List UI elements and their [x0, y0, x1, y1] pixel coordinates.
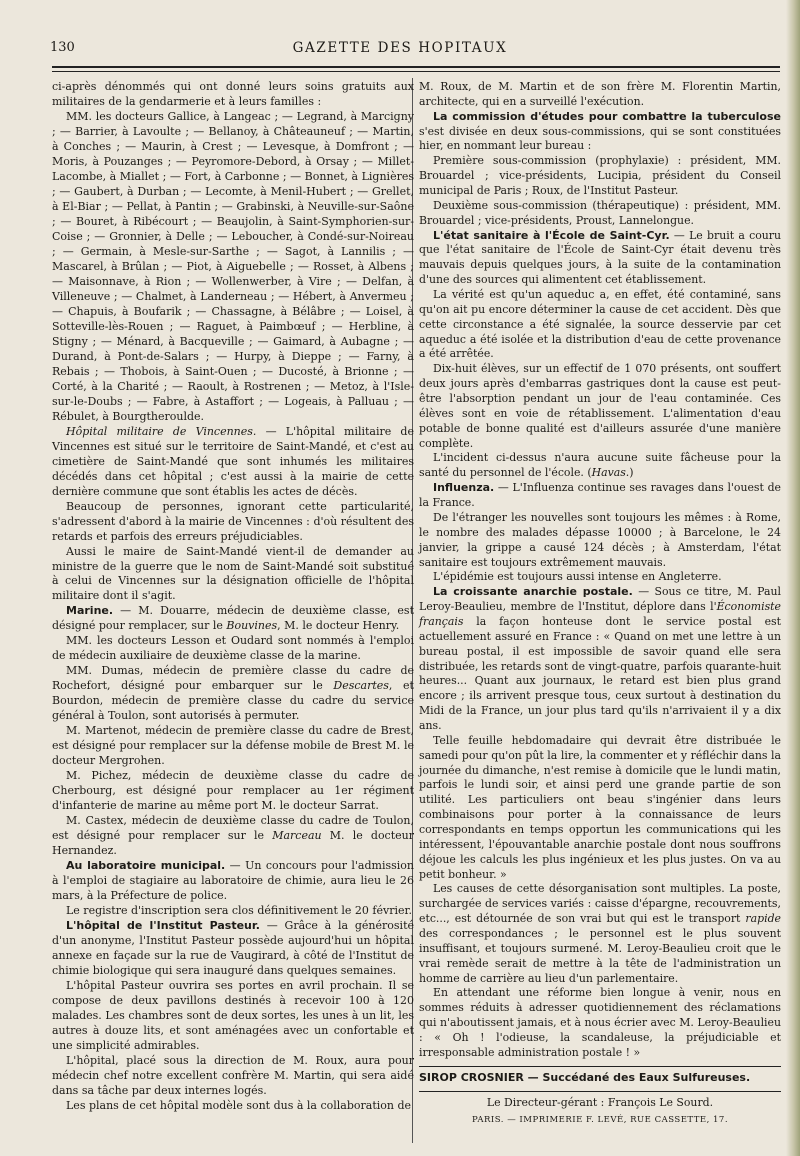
paragraph-influenza-2: De l'étranger les nouvelles sont toujours les mêmes : à Rome, le nombre des malades dépasse 10000 ; à Barcelone, le 24 janvier, la grippe a causé 124 décès ; à Amsterdam, l'état sanitaire est toujours extrêmement mauvais. — [419, 510, 781, 569]
header-rule-thick — [52, 66, 780, 68]
paragraph-marine-6: M. Castex, médecin de deuxième classe du cadre de Toulon, est désigné pour remplacer sur le Marceau M. le docteur Hernandez. — [52, 814, 414, 858]
page-edge — [786, 0, 800, 1156]
paragraph-marine-3: MM. Dumas, médecin de première classe du cadre de Rochefort, désigné pour embarquer sur le Descartes, et Bourdon, médecin de première classe du cadre du service général à Toulon, sont autorisés à permuter. — [52, 664, 414, 723]
paragraph-influenza: Influenza. — L'Influenza continue ses ravages dans l'ouest de la France. — [419, 481, 781, 510]
heading-pasteur: L'hôpital de l'Institut Pasteur. — [66, 919, 260, 933]
directeur-gerant: Le Directeur-gérant : François Le Sourd. — [486, 1095, 714, 1109]
paragraph-marine-4: M. Martenot, médecin de première classe du cadre de Brest, est désigné pour remplacer sur la défense mobile de Brest M. le docteur Mergrohen. — [52, 724, 414, 768]
heading-marine: Marine. — [66, 604, 114, 618]
paragraph-laboratoire: Au laboratoire municipal. — Un concours pour l'admission à l'emploi de stagiaire au laboratoire de chimie, aura lieu le 26 mars, à la Préfecture de police. — [52, 859, 414, 903]
paragraph-postale-4: En attendant une réforme bien longue à venir, nous en sommes réduits à adresser quotidiennement des réclamations qui n'aboutissent jamais, et à nous écrier avec M. Leroy-Beaulieu : « Oh ! l'odieuse, la scandaleuse, la préjudiciable et irresponsable administration postale ! » — [419, 986, 781, 1059]
paragraph-doctor-list: MM. les docteurs Gallice, à Langeac ; — Legrand, à Marcigny ; — Barrier, à Lavoulte ; — Bellanoy, à Châteauneuf ; — Martin, à Conches ; — Maurin, à Crest ; — Levesque, à Domfront ; — Moris, à Pouzanges ; — Peyromore-Debord, à Orsay ; — Millet-Lacombe, à Miallet ; — Fort, à Carbonne ; — Bonnet, à Lignières ; — Gaubert, à Durban ; — Lecomte, à Menil-Hubert ; — Grellet, à El-Biar ; — Pellat, à Pantin ; — Grabinski, à Neuville-sur-Saône ; — Bouret, à Ribécourt ; — Beaujolin, à Saint-Symphorien-sur-Coise ; — Gronnier, à Delle ; — Leboucher, à Condé-sur-Noireau ; — Germain, à Mesle-sur-Sarthe ; — Sagot, à Lannilis ; — Mascarel, à Brûlan ; — Piot, à Aiguebelle ; — Rosset, à Albens ; — Maisonnave, à Rion ; — Wollenwerber, à Vire ; — Delfan, à Villeneuve ; — Chalmet, à Landerneau ; — Hébert, à Anvermeu ; — Chapuis, à Boufarik ; — Chassagne, à Bélâbre ; — Loisel, à Sotteville-lès-Rouen ; — Raguet, à Paimbœuf ; — Herbline, à Stigny ; — Ménard, à Bacqueville ; — Gaimard, à Aubagne ; — Durand, à Pont-de-Salars ; — Hurpy, à Dieppe ; — Farny, à Rebais ; — Thobois, à Saint-Ouen ; — Ducosté, à Brionne ; — Corté, à la Charité ; — Raoult, à Rostrenen ; — Metoz, à l'Isle-sur-le-Doubs ; — Fabre, à Astaffort ; — Logeais, à Palluau ; — Rébulet, à Bourgtheroulde. — [52, 109, 414, 423]
advertisement: SIROP CROSNIER — Succédané des Eaux Sulfureuses. — [419, 1070, 751, 1084]
paragraph-marine-2: MM. les docteurs Lesson et Oudard sont nommés à l'emploi de médecin auxiliaire de deuxième classe de la marine. — [52, 634, 414, 663]
heading-tuberculose: La commission d'études pour combattre la tuberculose — [433, 109, 781, 123]
paragraph-influenza-3: L'épidémie est toujours aussi intense en Angleterre. — [433, 570, 722, 584]
paragraph-vincennes-2: Beaucoup de personnes, ignorant cette particularité, s'adressent d'abord à la mairie de Vincennes : d'où résultent des retards et parfois des erreurs préjudiciables. — [52, 499, 414, 543]
paragraph-pasteur-2: L'hôpital Pasteur ouvrira ses portes en avril prochain. Il se compose de deux pavillons destinés à recevoir 100 à 120 malades. Les chambres sont de deux sortes, les unes à un lit, les autres à douze lits, et sont aménagées avec un confortable et une simplicité admirables. — [52, 979, 414, 1052]
paragraph-laboratoire-2: Le registre d'inscription sera clos définitivement le 20 février. — [66, 904, 413, 918]
footer-rule — [419, 1066, 781, 1067]
paragraph-saint-cyr-4: L'incident ci-dessus n'aura aucune suite fâcheuse pour la santé du personnel de l'école. (Havas.) — [419, 451, 781, 480]
paragraph-vincennes: Hôpital militaire de Vincennes. — L'hôpital militaire de Vincennes est situé sur le territoire de Saint-Mandé, et c'est au cimetière de Saint-Mandé que sont inhumés les militaires décédés dans cet hôpital ; c'est aussi à la mairie de cette dernière commune que sont établis les actes de décès. — [52, 424, 414, 498]
running-title: GAZETTE DES HOPITAUX — [292, 40, 508, 56]
left-column — [52, 80, 414, 1114]
header-rule-thin — [52, 71, 780, 72]
paragraph-tuberculose-2: Première sous-commission (prophylaxie) : président, MM. Brouardel ; vice-présidents, Lucipia, président du Conseil municipal de Paris ; Roux, de l'Institut Pasteur. — [419, 154, 781, 198]
paragraph-saint-cyr: L'état sanitaire à l'École de Saint-Cyr. — Le bruit a couru que l'état sanitaire de l'École de Saint-Cyr était devenu très mauvais depuis quelques jours, à la suite de la contamination d'une des sources qui alimentent cet établissement. — [419, 228, 781, 287]
heading-vincennes: Hôpital militaire de Vincennes. — [66, 424, 257, 438]
heading-saint-cyr: L'état sanitaire à l'École de Saint-Cyr. — [433, 228, 670, 242]
paragraph-pasteur-4: Les plans de cet hôpital modèle sont dus à la collaboration de — [66, 1098, 412, 1112]
imprint-line: PARIS. — IMPRIMERIE F. LEVÉ, RUE CASSETTE, 17. — [471, 1115, 729, 1126]
paragraph-saint-cyr-3: Dix-huit élèves, sur un effectif de 1 070 présents, ont souffert deux jours après d'embarras gastriques dont la cause est peut-être l'absorption pendant un jour de l'eau contaminée. Ces élèves sont en voie de rétablissement. L'alimentation d'eau potable de bonne qualité est d'ailleurs assurée d'une manière complète. — [419, 362, 781, 450]
paragraph-pasteur: L'hôpital de l'Institut Pasteur. — Grâce à la générosité d'un anonyme, l'Institut Pasteur possède aujourd'hui un hôpital annexe en façade sur la rue de Vaugirard, à côté de l'Institut de chimie biologique qui sera inauguré dans quelques semaines. — [52, 919, 415, 978]
paragraph-vincennes-3: Aussi le maire de Saint-Mandé vient-il de demander au ministre de la guerre que le nom de Saint-Mandé soit substitué à celui de Vincennes sur la désignation officielle de l'hôpital militaire dont il s'agit. — [52, 544, 414, 603]
paragraph-postale: La croissante anarchie postale. — Sous ce titre, M. Paul Leroy-Beaulieu, membre de l'Institut, déplore dans l'Économiste français la façon honteuse dont le service postal est actuellement assuré en France : « Quand on met une lettre à un bureau postal, il est impossible de savoir quand elle sera distribuée, les retards sont de vingt-quatre, parfois quarante-huit heures... Quant aux journaux, le retard est bien plus grand encore ; ils arrivent presque tous, ceux surtout à destination du Midi de la France, un jour plus tard qu'ils n'arrivaient il y a dix ans. — [419, 585, 782, 732]
right-column — [419, 80, 781, 1128]
paragraph-postale-3: Les causes de cette désorganisation sont multiples. La poste, surchargée de services variés : caisse d'épargne, recouvrements, etc..., est détournée de son vrai but qui est le transport rapide des correspondances ; le personnel est le plus souvent insuffisant, et toujours surmené. M. Leroy-Beaulieu croit que le vrai remède serait de mettre à la tête de l'administration un homme de carrière au lieu d'un parlementaire. — [419, 882, 781, 985]
paragraph-marine: Marine. — M. Douarre, médecin de deuxième classe, est désigné pour remplacer, sur le Bouvines, M. le docteur Henry. — [52, 604, 414, 633]
heading-postale: La croissante anarchie postale. — [433, 585, 633, 599]
paragraph-tuberculose: La commission d'études pour combattre la tuberculose s'est divisée en deux sous-commissions, qui se sont constituées hier, en nommant leur bureau : — [419, 109, 781, 153]
heading-laboratoire: Au laboratoire municipal. — [66, 859, 226, 873]
paragraph-saint-cyr-2: La vérité est qu'un aqueduc a, en effet, été contaminé, sans qu'on ait pu encore déterminer la cause de cet accident. Dès que cette circonstance a été signalée, la source desservie par cet aqueduc a été isolée et la distribution d'eau de cette provenance a été arrêtée. — [419, 288, 781, 361]
paragraph-intro: ci-après dénommés qui ont donné leurs soins gratuits aux militaires de la gendarmerie et à leurs familles : — [52, 80, 414, 108]
page-header — [0, 0, 800, 64]
heading-influenza: Influenza. — [433, 481, 495, 495]
paragraph-continuation: M. Roux, de M. Martin et de son frère M. Florentin Martin, architecte, qui en a surveillé l'exécution. — [419, 80, 781, 108]
paragraph-postale-2: Telle feuille hebdomadaire qui devrait être distribuée le samedi pour qu'on pût la lire, la commenter et y réfléchir dans la journée du dimanche, n'est remise à domicile que le lundi matin, parfois le lundi soir, et ainsi perd une grande partie de son utilité. Les particuliers ont beau s'ingénier dans leurs combinaisons pour porter à la connaissance de leurs correspondants en temps opportun les communications qui les intéressent, l'épouvantable anarchie postale dont nous souffrons déjoue les calculs les plus ingénieux et les plus justes. On va au petit bonheur. » — [419, 733, 781, 881]
paragraph-pasteur-3: L'hôpital, placé sous la direction de M. Roux, aura pour médecin chef notre excellent confrère M. Martin, qui sera aidé dans sa tâche par deux internes logés. — [52, 1053, 414, 1097]
footer-rule-2 — [419, 1091, 781, 1092]
paragraph-marine-5: M. Pichez, médecin de deuxième classe du cadre de Cherbourg, est désigné pour remplacer au 1er régiment d'infanterie de marine au même port M. le docteur Sarrat. — [52, 769, 414, 813]
paragraph-tuberculose-3: Deuxième sous-commission (thérapeutique) : président, MM. Brouardel ; vice-présidents, Proust, Lannelongue. — [419, 198, 781, 227]
page-number: 130 — [50, 40, 75, 55]
